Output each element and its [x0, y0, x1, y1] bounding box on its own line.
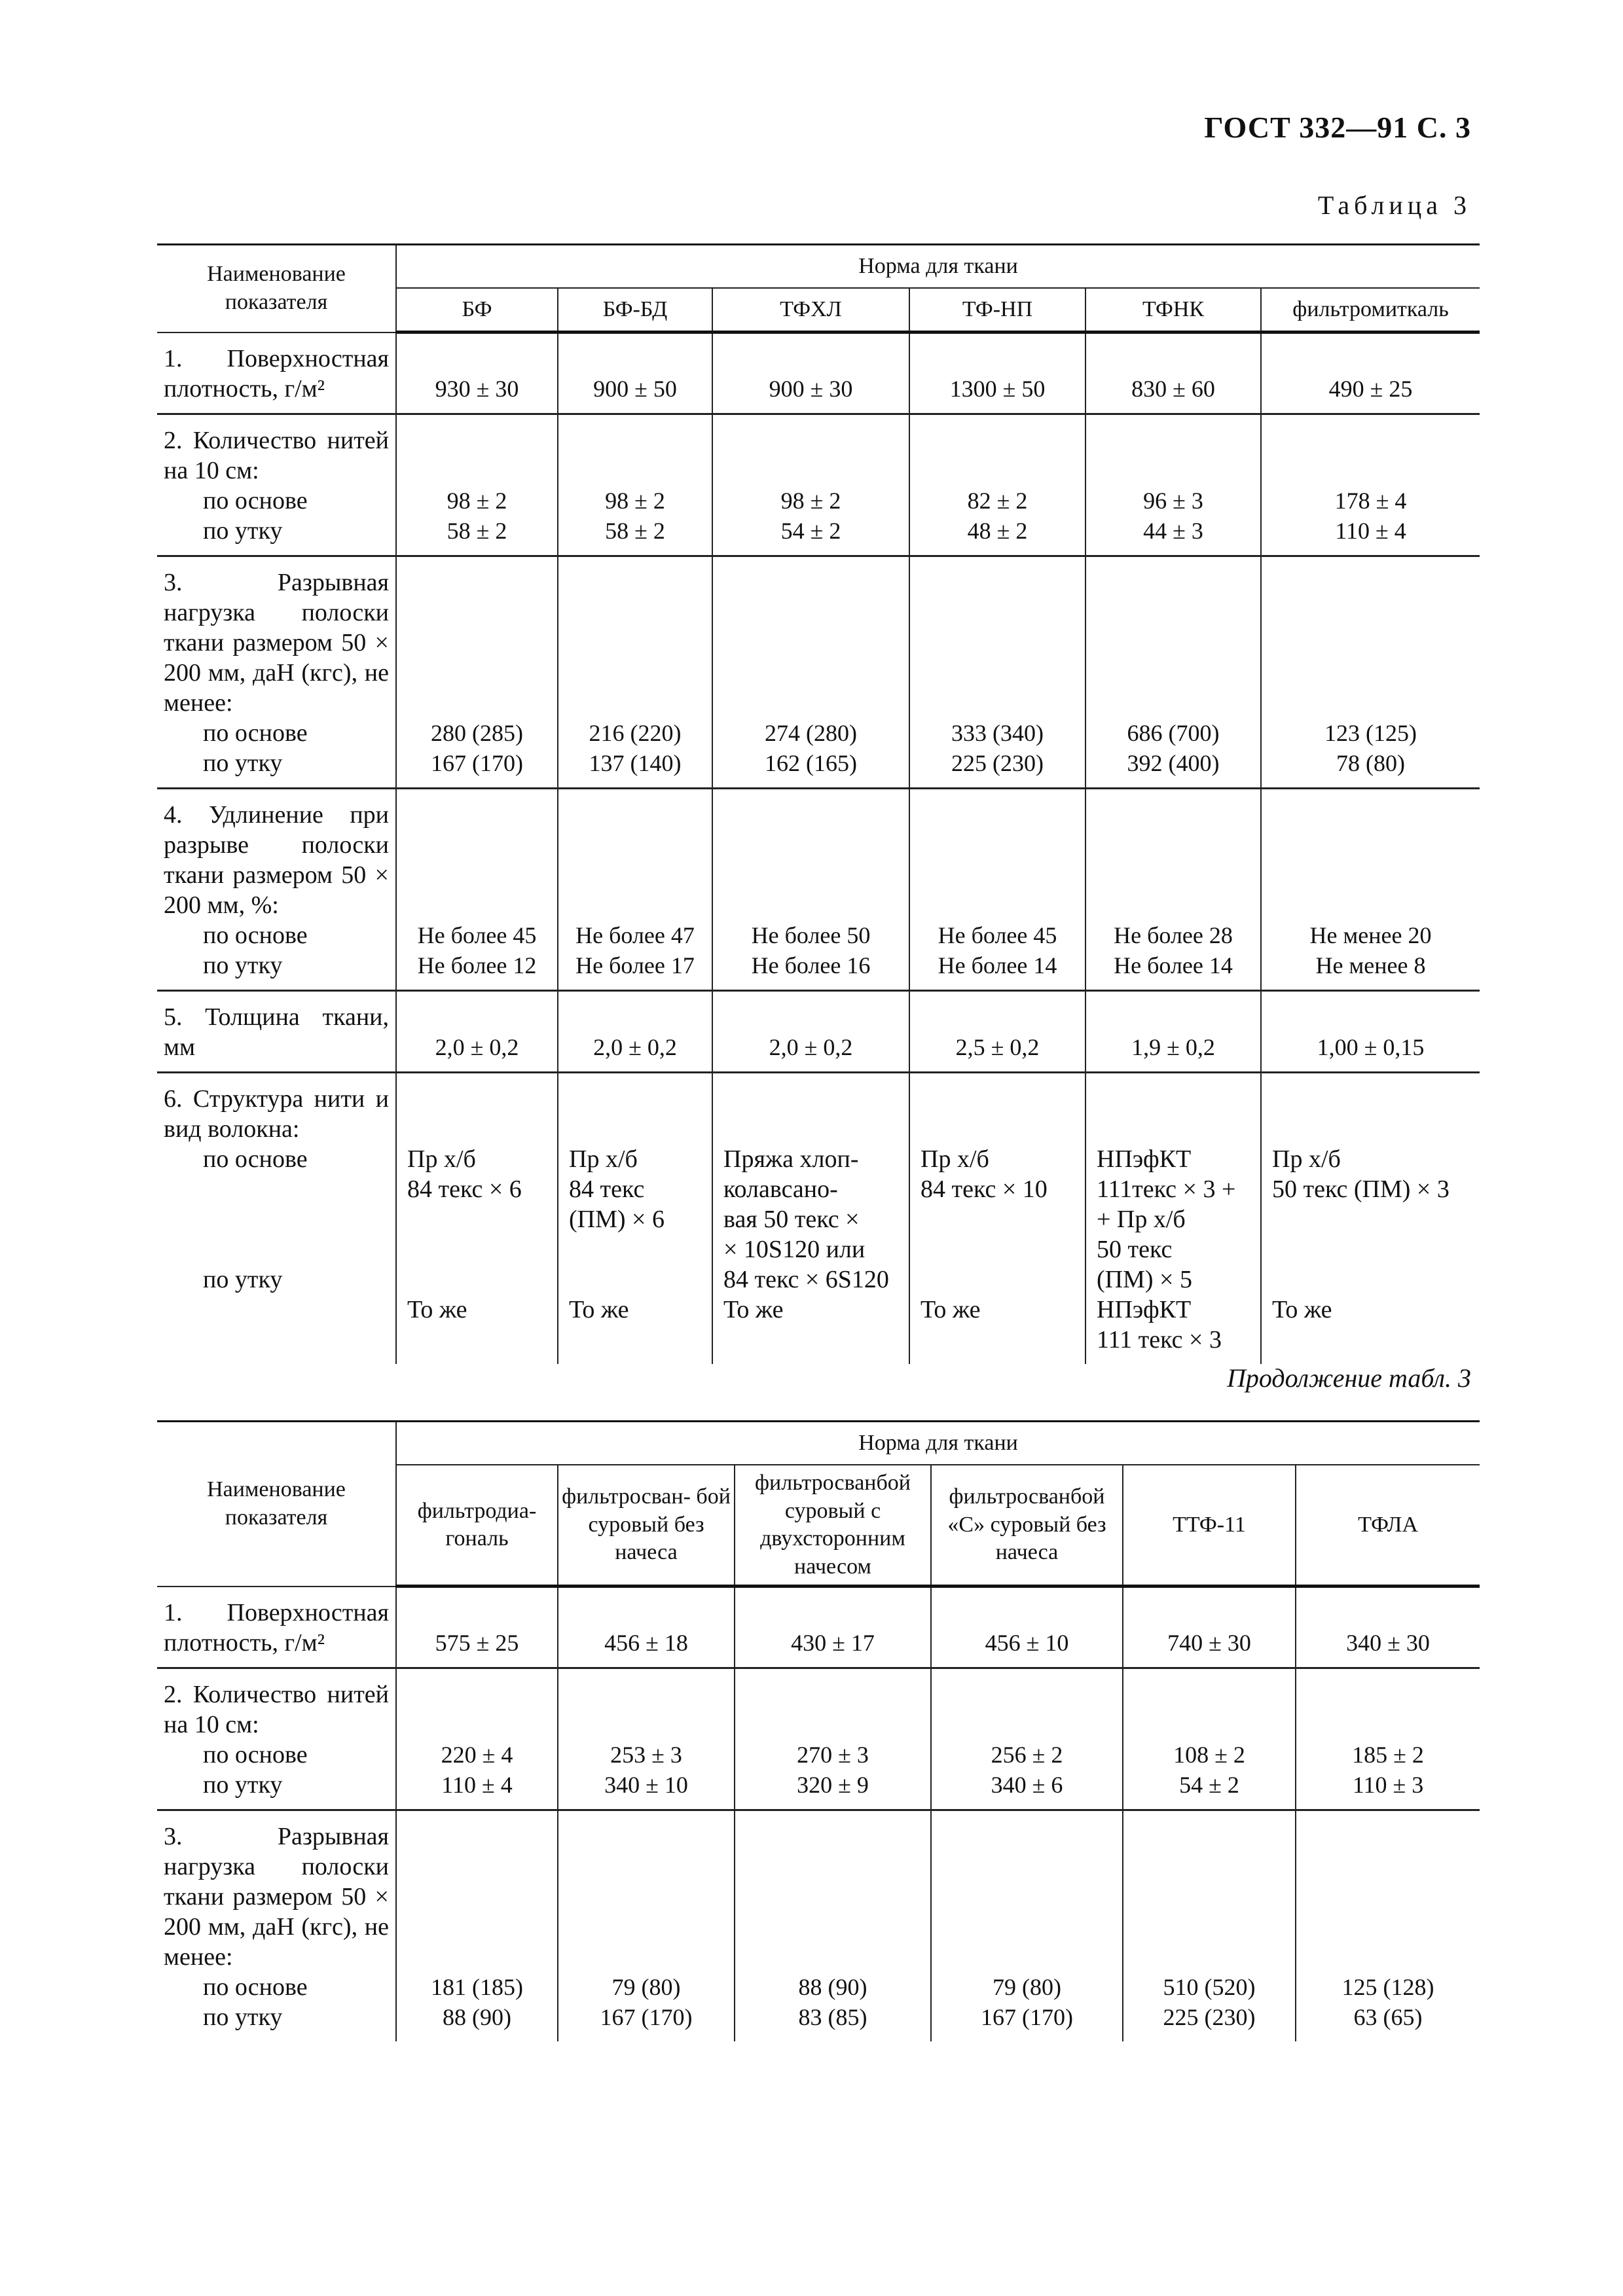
warp-structure-line: (ПМ) × 6: [569, 1205, 665, 1233]
value: 2,0 ± 0,2: [769, 1033, 853, 1060]
weft-structure-line: То же: [407, 1295, 467, 1323]
indicator-name: 1. Поверхностная плотность, г/м²: [164, 1598, 389, 1657]
value-cell: [558, 1587, 735, 1668]
value: 320 ± 9: [797, 1771, 869, 1798]
value: 79 (80): [611, 1973, 681, 2000]
indicator-subitem: по основе: [203, 719, 308, 747]
value-cell: [712, 332, 909, 414]
value-cell: [558, 1668, 735, 1810]
value-cell: [909, 990, 1085, 1072]
value: 333 (340): [951, 719, 1044, 746]
value-cell: [931, 1810, 1123, 2041]
warp-structure-line: 50 текс: [1097, 1235, 1173, 1263]
value-cell: [712, 556, 909, 788]
value: 123 (125): [1324, 719, 1417, 746]
value-cell: [396, 414, 558, 556]
value-cell: [1261, 990, 1480, 1072]
value: 44 ± 3: [1143, 517, 1203, 544]
table-row: [157, 1810, 1480, 2041]
indicator-cell: [157, 1668, 396, 1810]
indicator-subitem: по основе: [203, 1145, 308, 1173]
value: 108 ± 2: [1173, 1741, 1245, 1768]
value: 2,0 ± 0,2: [593, 1033, 677, 1060]
value-cell: [1261, 556, 1480, 788]
value: 220 ± 4: [441, 1741, 513, 1768]
value: 96 ± 3: [1143, 487, 1203, 514]
value: Не менее 20: [1309, 922, 1432, 948]
value: 340 ± 10: [604, 1771, 688, 1798]
column-header: ТФХЛ: [712, 288, 909, 332]
table-3: [157, 243, 1480, 1364]
value-cell: [931, 1587, 1123, 1668]
warp-structure-line: (ПМ) × 5: [1097, 1265, 1192, 1293]
value: 253 ± 3: [610, 1741, 682, 1768]
value-cell: [396, 556, 558, 788]
value: Не более 14: [1114, 952, 1233, 978]
warp-structure-line: 84 текс × 10: [921, 1175, 1048, 1203]
value: 110 ± 4: [1335, 517, 1406, 544]
value-cell: [396, 1668, 558, 1810]
value: 137 (140): [589, 749, 682, 776]
value-cell: [558, 990, 712, 1072]
warp-structure-line: 84 текс × 6S120: [723, 1265, 889, 1293]
value: Не более 16: [751, 952, 871, 978]
value: 392 (400): [1127, 749, 1220, 776]
value: Не более 45: [938, 922, 1057, 948]
value: 280 (285): [431, 719, 523, 746]
value: 58 ± 2: [447, 517, 507, 544]
value-cell: [558, 332, 712, 414]
value: 510 (520): [1163, 1973, 1256, 2000]
value-cell: [909, 556, 1085, 788]
value: 900 ± 30: [769, 375, 853, 402]
table-label: Таблица 3: [1317, 190, 1471, 220]
table-row: [157, 556, 1480, 788]
warp-structure-line: 84 текс × 6: [407, 1175, 522, 1203]
warp-structure-line: × 10S120 или: [723, 1235, 866, 1263]
value: 88 (90): [798, 1973, 867, 2000]
value: 162 (165): [765, 749, 857, 776]
weft-structure-line: То же: [723, 1295, 784, 1323]
value: 1,00 ± 0,15: [1317, 1033, 1425, 1060]
warp-structure-line: Пряжа хлоп-: [723, 1145, 859, 1173]
value-cell: [1296, 1810, 1480, 2041]
value: 82 ± 2: [967, 487, 1028, 514]
value-cell: [1085, 332, 1261, 414]
header-indicator: Наименование показателя: [157, 1422, 396, 1587]
value-cell: [1085, 414, 1261, 556]
structure-cell: [1261, 1072, 1480, 1364]
value-cell: [558, 414, 712, 556]
value: 456 ± 18: [604, 1629, 688, 1656]
value-cell: [396, 788, 558, 990]
value: 575 ± 25: [435, 1629, 519, 1656]
indicator-name: 3. Разрывная нагрузка полоски ткани размером 50 × 200 мм, даН (кгс), не менее:: [164, 568, 389, 717]
value-cell: [909, 332, 1085, 414]
value: 900 ± 50: [593, 375, 677, 402]
continuation-label: Продолжение табл. 3: [1226, 1363, 1471, 1393]
value: 48 ± 2: [967, 517, 1028, 544]
value: Не более 47: [575, 922, 695, 948]
weft-structure-line: То же: [921, 1295, 981, 1323]
value: 98 ± 2: [780, 487, 841, 514]
warp-structure-line: 50 текс (ПМ) × 3: [1272, 1175, 1450, 1203]
value: 78 (80): [1336, 749, 1406, 776]
value: 167 (170): [600, 2003, 693, 2030]
value: 79 (80): [993, 1973, 1061, 2000]
value-cell: [558, 556, 712, 788]
indicator-cell: [157, 414, 396, 556]
weft-structure-line: 111 текс × 3: [1097, 1325, 1222, 1354]
indicator-subitem: по утку: [203, 1265, 283, 1293]
header-group: Норма для ткани: [396, 1422, 1480, 1465]
structure-cell: [909, 1072, 1085, 1364]
table-row: [157, 1587, 1480, 1668]
value-cell: [558, 788, 712, 990]
value: 2,0 ± 0,2: [435, 1033, 519, 1060]
indicator-cell: [157, 332, 396, 414]
indicator-subitem: по утку: [203, 1770, 283, 1799]
warp-structure-line: 111текс × 3 +: [1097, 1175, 1236, 1203]
structure-cell: [396, 1072, 558, 1364]
indicator-name: 3. Разрывная нагрузка полоски ткани размером 50 × 200 мм, даН (кгс), не менее:: [164, 1822, 389, 1971]
value: 274 (280): [765, 719, 857, 746]
indicator-subitem: по основе: [203, 921, 308, 949]
value-cell: [735, 1587, 931, 1668]
indicator-subitem: по утку: [203, 951, 283, 979]
value: 490 ± 25: [1328, 375, 1413, 402]
value: 256 ± 2: [991, 1741, 1063, 1768]
value-cell: [1296, 1587, 1480, 1668]
value: 63 (65): [1353, 2003, 1423, 2030]
value: 98 ± 2: [605, 487, 665, 514]
indicator-cell: [157, 1072, 396, 1364]
page-header: ГОСТ 332—91 С. 3: [1204, 111, 1471, 144]
warp-structure-line: НПэфКТ: [1097, 1145, 1192, 1173]
value: 340 ± 6: [991, 1771, 1063, 1798]
indicator-cell: [157, 556, 396, 788]
value: 83 (85): [798, 2003, 867, 2030]
value-cell: [558, 1810, 735, 2041]
value-cell: [396, 1587, 558, 1668]
value-cell: [909, 414, 1085, 556]
indicator-name: 2. Количество нитей на 10 см:: [164, 1680, 389, 1738]
value: 930 ± 30: [435, 375, 519, 402]
indicator-cell: [157, 788, 396, 990]
value: 185 ± 2: [1352, 1741, 1424, 1768]
value-cell: [909, 788, 1085, 990]
indicator-name: 1. Поверхностная плотность, г/м²: [164, 344, 389, 403]
value: Не более 14: [938, 952, 1057, 978]
value: 686 (700): [1127, 719, 1220, 746]
value: 88 (90): [443, 2003, 511, 2030]
value-cell: [712, 990, 909, 1072]
value: 110 ± 4: [441, 1771, 513, 1798]
indicator-subitem: по основе: [203, 1973, 308, 2001]
value-cell: [735, 1668, 931, 1810]
value-cell: [396, 1810, 558, 2041]
indicator-subitem: по утку: [203, 516, 283, 545]
table-row: [157, 1668, 1480, 1810]
value: 167 (170): [431, 749, 523, 776]
header-group: Норма для ткани: [396, 245, 1480, 289]
value: 740 ± 30: [1167, 1629, 1251, 1656]
value-cell: [396, 332, 558, 414]
value: 54 ± 2: [1179, 1771, 1239, 1798]
value-cell: [735, 1810, 931, 2041]
value: 2,5 ± 0,2: [955, 1033, 1040, 1060]
value: Не более 12: [417, 952, 537, 978]
value: 125 (128): [1341, 1973, 1434, 2000]
warp-structure-line: вая 50 текс ×: [723, 1205, 860, 1233]
warp-structure-line: + Пр х/б: [1097, 1205, 1186, 1233]
value-cell: [712, 788, 909, 990]
value-cell: [931, 1668, 1123, 1810]
indicator-subitem: по основе: [203, 1740, 308, 1768]
table-row: [157, 414, 1480, 556]
value: 167 (170): [981, 2003, 1073, 2030]
weft-structure-line: То же: [1272, 1295, 1332, 1323]
value: Не более 45: [417, 922, 537, 948]
indicator-cell: [157, 1587, 396, 1668]
warp-structure-line: 84 текс: [569, 1175, 645, 1203]
column-header: БФ: [396, 288, 558, 332]
value: 830 ± 60: [1131, 375, 1215, 402]
column-header: ТФНК: [1085, 288, 1261, 332]
table-row: [157, 788, 1480, 990]
value-cell: [1296, 1668, 1480, 1810]
indicator-name: 4. Удлинение при разрыве полоски ткани размером 50 × 200 мм, %:: [164, 800, 389, 919]
value: Не более 28: [1114, 922, 1233, 948]
table-row: [157, 332, 1480, 414]
value: 430 ± 17: [791, 1629, 875, 1656]
indicator-name: 5. Толщина ткани, мм: [164, 1003, 389, 1061]
table-row: [157, 990, 1480, 1072]
value: 456 ± 10: [985, 1629, 1069, 1656]
warp-structure-line: колавсано-: [723, 1175, 838, 1203]
column-header: ТТФ-11: [1123, 1465, 1296, 1587]
value-cell: [1085, 990, 1261, 1072]
value-cell: [1261, 332, 1480, 414]
value: 181 (185): [431, 1973, 523, 2000]
value: 340 ± 30: [1346, 1629, 1430, 1656]
column-header: фильтромиткаль: [1261, 288, 1480, 332]
value: Не более 50: [751, 922, 871, 948]
value: 225 (230): [951, 749, 1044, 776]
column-header: фильтросван- бой суровый без начеса: [558, 1465, 735, 1587]
value-cell: [712, 414, 909, 556]
warp-structure-line: Пр х/б: [1272, 1145, 1341, 1173]
value: 1300 ± 50: [949, 375, 1046, 402]
value-cell: [1123, 1587, 1296, 1668]
column-header: фильтросванбой суровый с двухсторонним начесом: [735, 1465, 931, 1587]
indicator-name: 6. Структура нити и вид волокна:: [164, 1085, 389, 1143]
value: Не более 17: [575, 952, 695, 978]
warp-structure-line: Пр х/б: [407, 1145, 476, 1173]
value: 58 ± 2: [605, 517, 665, 544]
value: 98 ± 2: [447, 487, 507, 514]
table-3-continuation: [157, 1420, 1480, 2041]
indicator-cell: [157, 1810, 396, 2041]
structure-cell: [558, 1072, 712, 1364]
value: 178 ± 4: [1334, 487, 1407, 514]
value-cell: [1085, 788, 1261, 990]
value-cell: [1085, 556, 1261, 788]
value-cell: [1261, 788, 1480, 990]
column-header: фильтродиа- гональ: [396, 1465, 558, 1587]
column-header: фильтросванбой «С» суровый без начеса: [931, 1465, 1123, 1587]
value: 216 (220): [589, 719, 682, 746]
column-header: ТФЛА: [1296, 1465, 1480, 1587]
value-cell: [1123, 1810, 1296, 2041]
indicator-subitem: по основе: [203, 486, 308, 514]
value: 225 (230): [1163, 2003, 1256, 2030]
value-cell: [1123, 1668, 1296, 1810]
indicator-name: 2. Количество нитей на 10 см:: [164, 426, 389, 484]
value-cell: [1261, 414, 1480, 556]
value: Не менее 8: [1315, 952, 1426, 978]
column-header: БФ-БД: [558, 288, 712, 332]
indicator-cell: [157, 990, 396, 1072]
warp-structure-line: Пр х/б: [921, 1145, 989, 1173]
value: 1,9 ± 0,2: [1131, 1033, 1215, 1060]
value: 54 ± 2: [780, 517, 841, 544]
indicator-subitem: по утку: [203, 749, 283, 777]
table-row-structure: [157, 1072, 1480, 1364]
value: 270 ± 3: [797, 1741, 869, 1768]
value-cell: [396, 990, 558, 1072]
header-indicator: Наименование показателя: [157, 245, 396, 332]
weft-structure-line: То же: [569, 1295, 629, 1323]
weft-structure-line: НПэфКТ: [1097, 1295, 1192, 1323]
column-header: ТФ-НП: [909, 288, 1085, 332]
structure-cell: [1085, 1072, 1261, 1364]
value: 110 ± 3: [1352, 1771, 1424, 1798]
warp-structure-line: Пр х/б: [569, 1145, 638, 1173]
structure-cell: [712, 1072, 909, 1364]
indicator-subitem: по утку: [203, 2003, 283, 2031]
